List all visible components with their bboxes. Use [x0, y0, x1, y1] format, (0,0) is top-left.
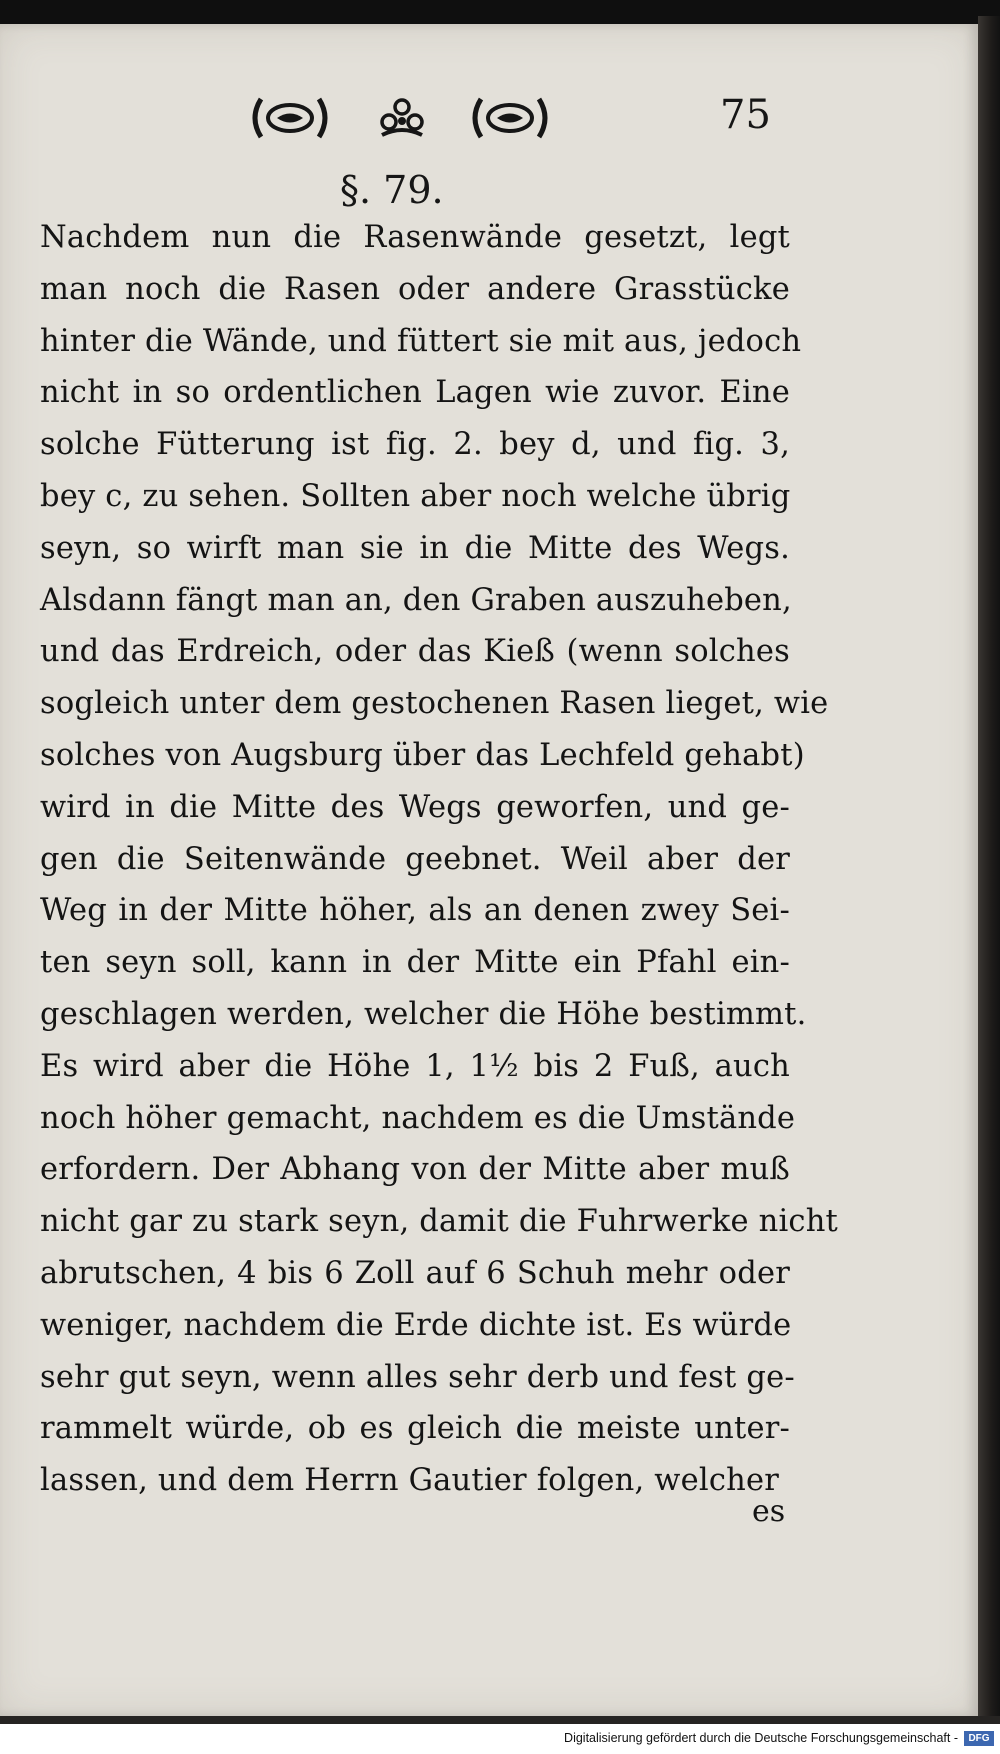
- text-line: erfordern. Der Abhang von der Mitte aber muß: [40, 1152, 790, 1188]
- text-line: sogleich unter dem gestochenen Rasen lieget, wie: [40, 686, 829, 722]
- text-line: abrutschen, 4 bis 6 Zoll auf 6 Schuh mehr oder: [40, 1255, 790, 1291]
- text-line: nicht gar zu stark seyn, damit die Fuhrwerke nicht: [40, 1204, 839, 1240]
- scroll-ornament-icon: [465, 88, 555, 148]
- page-edge: [978, 16, 1000, 1724]
- text-line: gen die Seitenwände geebnet. Weil aber der: [40, 841, 790, 877]
- text-line: Alsdann fängt man an, den Graben auszuheben,: [40, 582, 792, 618]
- text-line: Nachdem nun die Rasenwände gesetzt, legt: [40, 220, 790, 255]
- text-line: ten seyn soll, kann in der Mitte ein Pfahl ein-: [40, 945, 790, 981]
- text-line: sehr gut seyn, wenn alles sehr derb und fest ge-: [40, 1359, 795, 1395]
- text-line: seyn, so wirft man sie in die Mitte des Wegs.: [40, 530, 790, 566]
- catchword: es: [752, 1494, 786, 1529]
- text-line: bey c, zu sehen. Sollten aber noch welche übrig: [40, 478, 791, 514]
- fleuron-icon: [372, 88, 432, 148]
- section-heading: §. 79.: [340, 168, 444, 212]
- text-line: geschlagen werden, welcher die Höhe bestimmt.: [40, 996, 807, 1032]
- text-line: Weg in der Mitte höher, als an denen zwey Sei-: [40, 893, 790, 929]
- text-line: solche Fütterung ist fig. 2. bey d, und fig. 3,: [40, 427, 790, 463]
- page-number: 75: [720, 92, 771, 138]
- footer-credit: Digitalisierung gefördert durch die Deutsche Forschungsgemeinschaft -: [564, 1731, 958, 1745]
- text-line: rammelt würde, ob es gleich die meiste unter-: [40, 1411, 790, 1447]
- dfg-logo: DFG: [964, 1731, 994, 1746]
- scroll-ornament-icon: [245, 88, 335, 148]
- page-bottom-edge: [0, 1716, 1000, 1724]
- text-line: nicht in so ordentlichen Lagen wie zuvor. Eine: [40, 375, 790, 411]
- text-line: noch höher gemacht, nachdem es die Umstände: [40, 1100, 796, 1136]
- text-line: weniger, nachdem die Erde dichte ist. Es würde: [40, 1307, 792, 1343]
- text-line: lassen, und dem Herrn Gautier folgen, welcher: [40, 1463, 779, 1499]
- body-text: [40, 212, 839, 1507]
- text-line: und das Erdreich, oder das Kieß (wenn solches: [40, 634, 790, 670]
- running-header: [0, 88, 978, 148]
- text-line: wird in die Mitte des Wegs geworfen, und ge-: [40, 789, 790, 825]
- text-line: Es wird aber die Höhe 1, 1½ bis 2 Fuß, auch: [40, 1048, 790, 1084]
- text-line: hinter die Wände, und füttert sie mit aus, jedoch: [40, 323, 802, 359]
- text-line: solches von Augsburg über das Lechfeld gehabt): [40, 737, 805, 773]
- digitization-footer: [0, 1724, 1000, 1754]
- text-line: man noch die Rasen oder andere Grasstücke: [40, 271, 790, 307]
